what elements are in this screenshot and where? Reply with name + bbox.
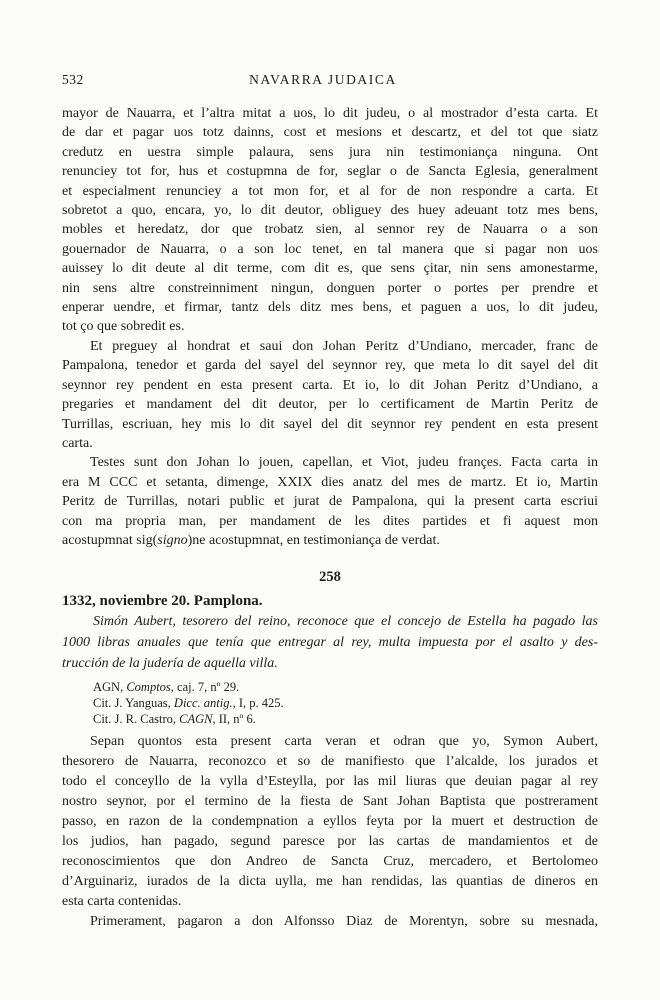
paragraph xyxy=(62,912,598,932)
text-segment: d’Arguinariz, iurados de la dicta uylla, me han rendidas, las quantias de dineros en xyxy=(62,874,598,890)
entry-number: 258 xyxy=(319,569,341,586)
text-segment: Turrillas, escriuan, hey mis lo dit sayel del dit seynnor rey pendent en esta present xyxy=(62,416,598,432)
text-line xyxy=(62,356,598,375)
text-segment: acostupmnat sig( xyxy=(62,532,158,548)
text-segment: mobles et heredatz, dor que trobatz sien, al sennor rey de Nauarra o a son xyxy=(62,222,598,238)
text-line xyxy=(62,123,598,142)
text-line xyxy=(62,832,598,852)
text-segment: Pampalona, tenedor et garda del sayel del seynnor rey, que meta lo dit sayel del dit xyxy=(62,358,598,374)
running-header xyxy=(62,72,598,88)
text-line xyxy=(62,852,598,872)
text-segment: Simón Aubert, tesorero del reino, reconoce que el concejo de Estella ha pagado las xyxy=(93,614,598,630)
text-segment: passo, en razon de la condempnation a eyllos feyta por la muert et destruction de xyxy=(62,814,598,830)
italic-text-segment: CAGN xyxy=(179,712,213,727)
text-segment: con ma propria man, per mandament de les dites partides et fi aquest mon xyxy=(62,513,598,529)
text-segment: todo el conceyllo de la vylla d’Esteylla, por las mil liuras que deuian pagar al rey xyxy=(62,774,598,790)
text-segment: thesorero de Nauarra, reconozco et so de manifiesto que l’alcalde, los jurados et xyxy=(62,754,598,770)
text-line xyxy=(62,611,598,632)
text-line xyxy=(62,792,598,812)
text-line xyxy=(62,892,598,912)
entry-date-heading: 1332, noviembre 20. Pamplona. xyxy=(62,593,263,610)
text-line xyxy=(62,162,598,181)
text-segment: renunciey tot for, hus et costupmna de for, seglar o de Sancta Eglesia, generalment xyxy=(62,164,598,180)
text-line xyxy=(62,279,598,298)
paragraph xyxy=(93,679,598,727)
text-line xyxy=(62,376,598,395)
text-segment: enperar uendre, et firmar, tantz dels ditz mes bens, et paguen a uos, lo dit judeu, xyxy=(62,300,598,316)
text-segment: era M CCC et setanta, dimenge, XXIX dies anatz del mes de martz. Et io, Martin xyxy=(62,474,598,490)
text-line xyxy=(62,872,598,892)
text-segment: mayor de Nauarra, et l’altra mitat a uos, lo dit judeu, o al mostrador d’esta carta. Et xyxy=(62,106,598,121)
text-segment: nin sens altre constreinniment ningun, donguen porter o portes per prendre et xyxy=(62,280,598,296)
text-line xyxy=(62,531,598,550)
text-line xyxy=(62,395,598,414)
text-line xyxy=(62,415,598,434)
text-segment: seynnor rey pendent en esta present carta. Et io, lo dit Johan Peritz d’Undiano, a xyxy=(62,377,598,393)
text-line xyxy=(62,240,598,259)
text-line xyxy=(62,317,598,336)
text-line xyxy=(93,711,598,727)
text-line xyxy=(62,812,598,832)
text-line xyxy=(62,201,598,220)
paragraph xyxy=(62,732,598,912)
paragraph xyxy=(62,453,598,550)
text-line xyxy=(62,512,598,531)
text-line xyxy=(62,453,598,472)
document-continuation-text xyxy=(62,104,598,550)
text-segment: credutz en uestra simple palaura, sens jura nin testimoniança ninguna. Ont xyxy=(62,144,598,160)
text-segment: auissey lo dit deute al dit terme, com dit es, que sens çitar, nin sens amonestarme, xyxy=(62,261,598,277)
text-line xyxy=(62,492,598,511)
text-line xyxy=(62,772,598,792)
text-segment: Primerament, pagaron a don Alfonsso Diaz de Morentyn, sobre su mesnada, xyxy=(90,914,598,930)
text-line xyxy=(62,104,598,123)
text-line xyxy=(62,912,598,932)
text-segment: sobretot a quo, encara, yo, lo dit deutor, obliguey des huey adeuant totz mes bens, xyxy=(62,203,598,219)
text-segment: trucción de la judería de aquella villa. xyxy=(62,656,278,672)
text-segment: , caj. 7, nº 29. xyxy=(170,680,240,695)
text-segment: de dar et pagar uos totz dainns, cost et mesions et descartz, et del tot que siatz xyxy=(62,125,598,141)
text-segment: Cit. J. Yanguas, xyxy=(93,696,174,711)
text-line xyxy=(62,632,598,653)
text-line xyxy=(62,220,598,239)
text-segment: Et preguey al hondrat et saui don Johan Peritz d’Undiano, mercader, franc de xyxy=(90,338,598,354)
text-segment: gouernador de Nauarra, o a son loc tenet, en tal manera que si pagar non uos xyxy=(62,241,598,257)
text-segment: esta carta contenidas. xyxy=(62,894,182,910)
text-segment: tot ço que sobredit es. xyxy=(62,319,185,335)
text-segment: )ne acostupmnat, en testimoniança de verdat. xyxy=(187,532,440,548)
page-body xyxy=(62,104,598,932)
text-segment: pregaries et mandament del dit deutor, per lo certificament de Martin Peritz de xyxy=(62,397,598,413)
text-line xyxy=(62,752,598,772)
text-segment: carta. xyxy=(62,435,93,451)
italic-text-segment: signo xyxy=(157,532,188,548)
text-segment: nostro seynor, por el termino de la fiesta de Sant Johan Baptista que postrerament xyxy=(62,794,598,810)
text-line xyxy=(62,473,598,492)
entry-citations xyxy=(93,679,598,727)
text-segment: Cit. J. R. Castro, xyxy=(93,712,180,727)
entry-summary xyxy=(62,611,598,674)
text-segment: , II, nº 6. xyxy=(212,712,256,727)
italic-text-segment: Dicc. antig. xyxy=(173,696,233,711)
text-segment: los judios, han pagado, segund paresce por las cartas de mandamientos et de xyxy=(62,834,598,850)
text-line xyxy=(62,182,598,201)
text-line xyxy=(62,434,598,453)
text-line xyxy=(62,337,598,356)
text-line xyxy=(62,259,598,278)
text-segment: reconoscimientos que don Andreo de Sancta Cruz, mercadero, et Bertolomeo xyxy=(62,854,598,870)
text-segment: 1000 libras anuales que tenía que entregar al rey, multa impuesta por el asalto y des- xyxy=(62,635,598,651)
text-line xyxy=(62,298,598,317)
text-segment: AGN, xyxy=(93,680,127,695)
paragraph xyxy=(62,337,598,453)
paragraph xyxy=(62,611,598,674)
text-segment: Peritz de Turrillas, notari public et jurat de Pampalona, qui la present carta escriui xyxy=(62,494,598,510)
text-line xyxy=(62,732,598,752)
text-line xyxy=(93,679,598,695)
text-line xyxy=(93,695,598,711)
text-line xyxy=(62,143,598,162)
text-segment: et especialment renunciey a tot mon for, et al for de non respondre a carta. Et xyxy=(62,183,598,199)
entry-body-text xyxy=(62,732,598,932)
paragraph xyxy=(62,104,598,337)
text-segment: Testes sunt don Johan lo jouen, capellan, et Viot, judeu françes. Facta carta in xyxy=(90,455,598,471)
italic-text-segment: Comptos xyxy=(126,680,171,695)
page-number: 532 xyxy=(62,72,84,87)
text-segment: Sepan quontos esta present carta veran et odran que yo, Symon Aubert, xyxy=(90,734,598,750)
text-segment: , I, p. 425. xyxy=(232,696,284,711)
running-header-title: NAVARRA JUDAICA xyxy=(249,72,397,87)
text-line xyxy=(62,653,598,674)
